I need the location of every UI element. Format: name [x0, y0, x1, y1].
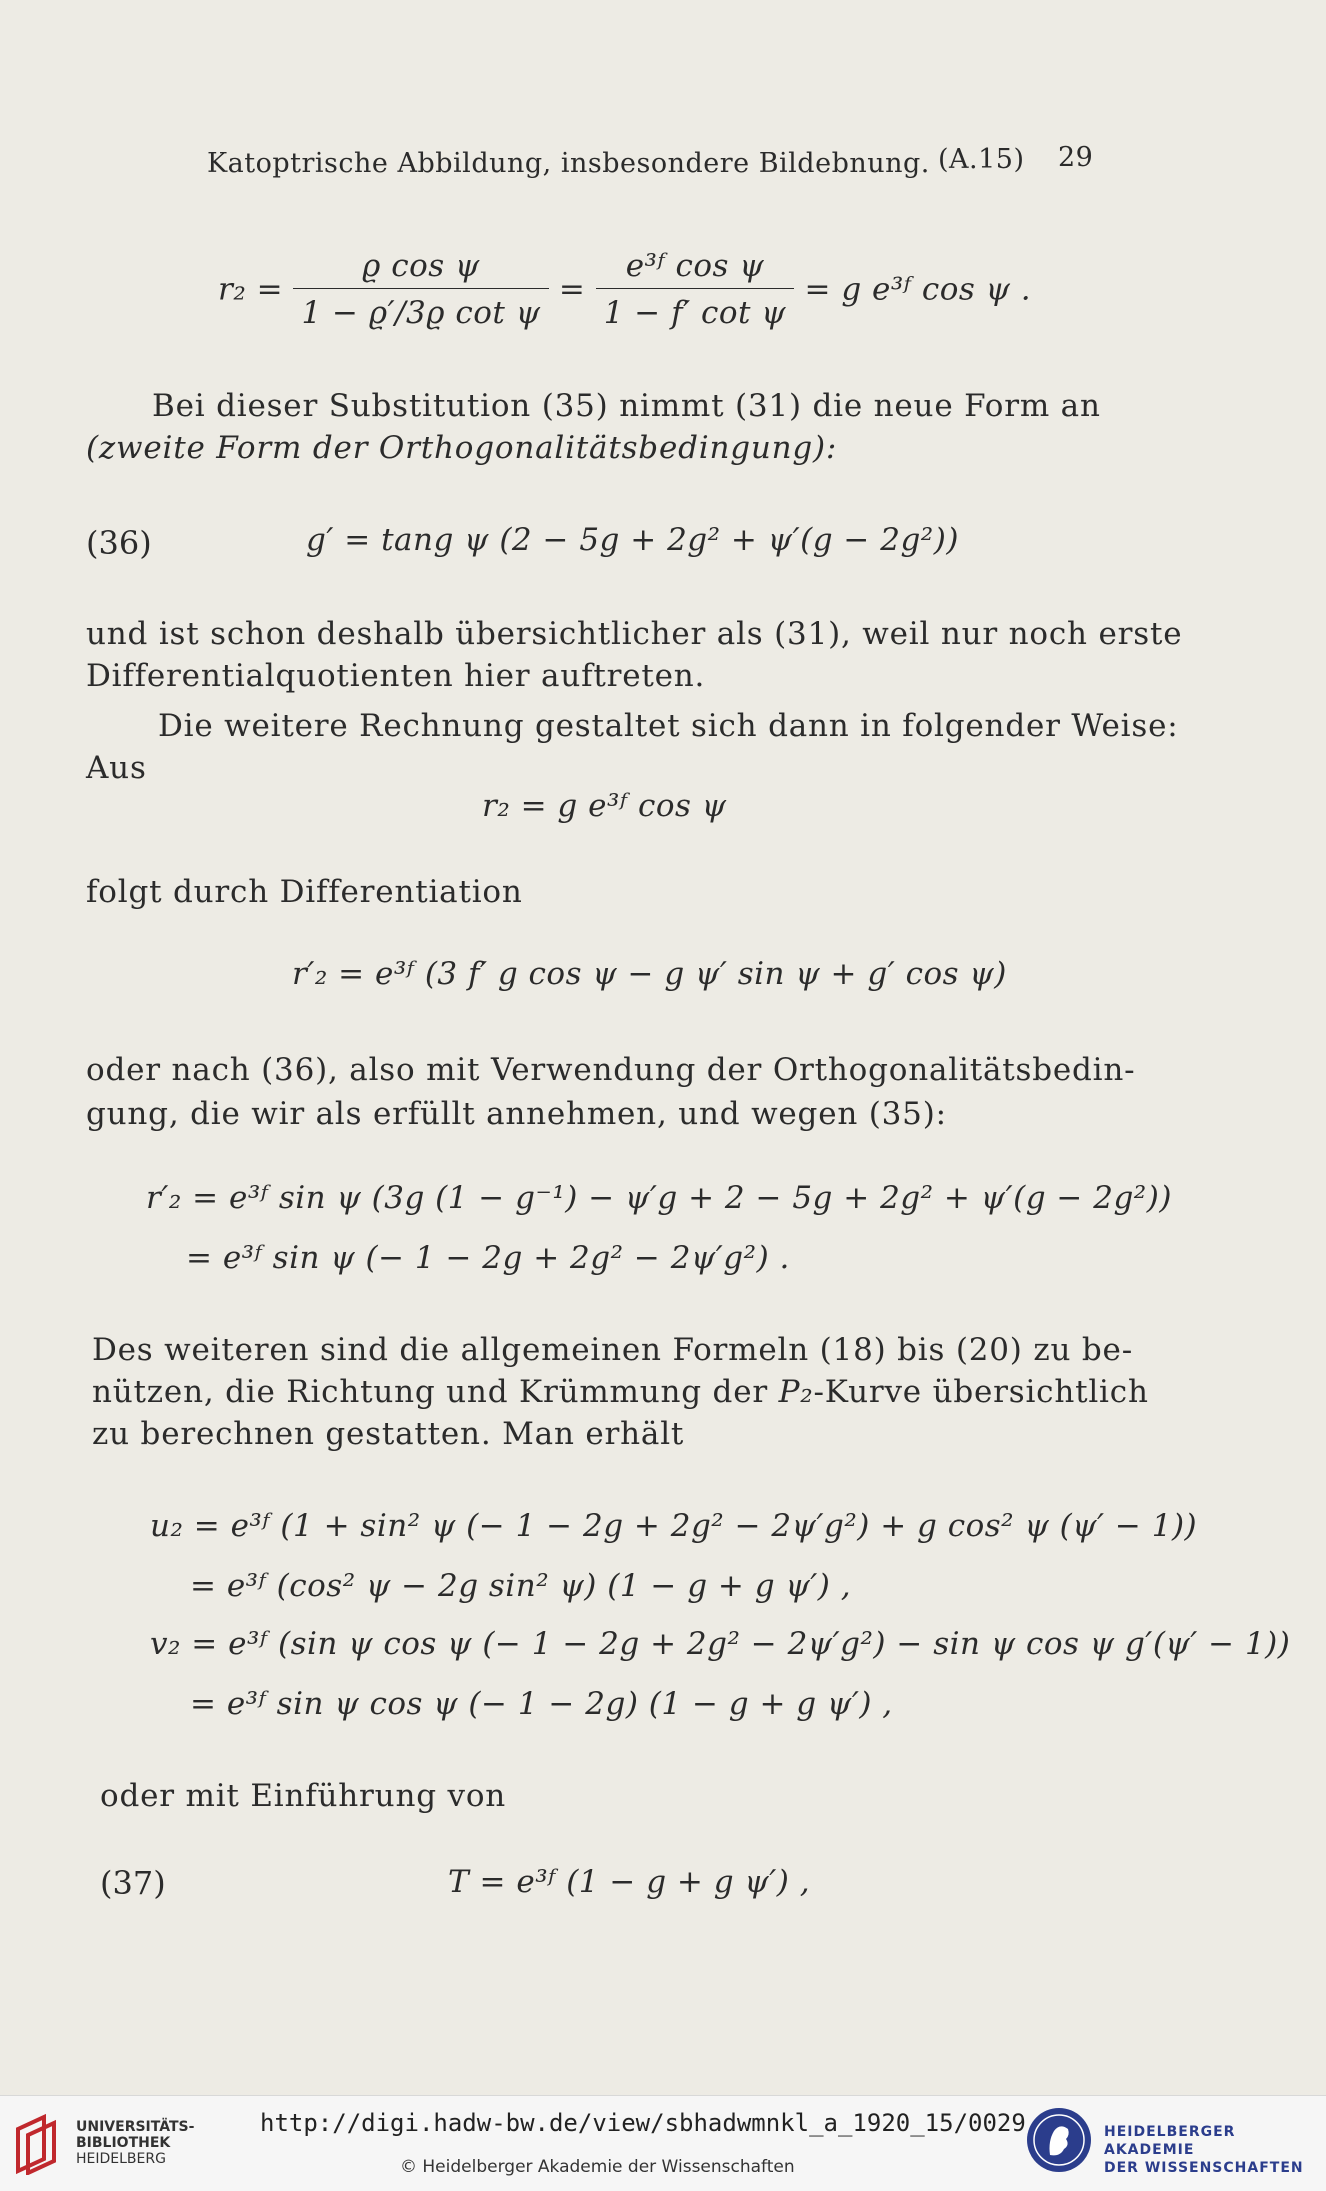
- academy-name-line-1: HEIDELBERGER AKADEMIE: [1104, 2124, 1236, 2158]
- equation-u2-line-1: u₂ = e³ᶠ (1 + sin² ψ (− 1 − 2g + 2g² − 2ψ′g²) + g cos² ψ (ψ′ − 1)): [150, 1508, 1198, 1544]
- paragraph-2-line-1: und ist schon deshalb übersichtlicher als (31), weil nur noch erste: [86, 616, 1183, 652]
- equation-r2-prime-line-1: r′₂ = e³ᶠ sin ψ (3g (1 − g⁻¹) − ψ′g + 2 − 5g + 2g² + ψ′(g − 2g²)): [146, 1180, 1172, 1216]
- fraction-2: [596, 248, 794, 331]
- eq-equals: =: [558, 271, 586, 308]
- library-name-line-3: HEIDELBERG: [76, 2151, 166, 2167]
- paragraph-7: oder mit Einführung von: [100, 1778, 507, 1814]
- equation-number-36: (36): [86, 524, 152, 562]
- paragraph-6-line-1: Des weiteren sind die allgemeinen Formeln (18) bis (20) zu be-: [92, 1332, 1133, 1368]
- equation-v2-line-2: = e³ᶠ sin ψ cos ψ (− 1 − 2g) (1 − g + g ψ′) ,: [190, 1686, 893, 1722]
- section-reference: (A.15): [938, 144, 1025, 175]
- equation-36: g′ = tang ψ (2 − 5g + 2g² + ψ′(g − 2g²)): [306, 522, 959, 558]
- equation-r2-prime-line-2: = e³ᶠ sin ψ (− 1 − 2g + 2g² − 2ψ′g²) .: [186, 1240, 790, 1276]
- equation-r2-simple: r₂ = g e³ᶠ cos ψ: [482, 788, 727, 824]
- curve-symbol: P₂: [778, 1374, 814, 1410]
- library-name-line-2: BIBLIOTHEK: [76, 2135, 171, 2151]
- paragraph-4: folgt durch Differentiation: [86, 874, 523, 910]
- paragraph-1-line-1: Bei dieser Substitution (35) nimmt (31) die neue Form an: [152, 388, 1101, 424]
- footer-bar: [0, 2095, 1326, 2191]
- fraction-1-denominator: 1 − ϱ′/3ϱ cot ψ: [301, 295, 541, 331]
- fraction-1: [293, 248, 548, 331]
- paragraph-6-text-a: nützen, die Richtung und Krümmung der: [92, 1374, 779, 1410]
- university-library-logo-icon: [14, 2113, 64, 2175]
- paragraph-6-line-3: zu berechnen gestatten. Man erhält: [92, 1416, 685, 1452]
- academy-name-line-2: DER WISSENSCHAFTEN: [1104, 2160, 1304, 2176]
- running-title: Katoptrische Abbildung, insbesondere Bildebnung.: [207, 148, 930, 179]
- equation-r2-fraction: [218, 248, 1031, 331]
- equation-u2-line-2: = e³ᶠ (cos² ψ − 2g sin² ψ) (1 − g + g ψ′) ,: [190, 1568, 852, 1604]
- paragraph-5-line-1: oder nach (36), also mit Verwendung der Orthogonalitätsbedin-: [86, 1052, 1136, 1088]
- fraction-1-numerator: ϱ cos ψ: [293, 248, 548, 289]
- academy-name: [1104, 2123, 1326, 2177]
- paragraph-2-line-2: Differentialquotienten hier auftreten.: [86, 658, 706, 694]
- equation-r2-prime: r′₂ = e³ᶠ (3 f′ g cos ψ − g ψ′ sin ψ + g′ cos ψ): [292, 956, 1007, 992]
- paragraph-3-line-1: Die weitere Rechnung gestaltet sich dann in folgender Weise:: [158, 708, 1179, 744]
- paragraph-3-line-2: Aus: [86, 750, 147, 786]
- eq-rhs: = g e³ᶠ cos ψ .: [804, 271, 1032, 308]
- page-number: 29: [1058, 142, 1094, 173]
- library-name: [76, 2119, 194, 2167]
- equation-37: T = e³ᶠ (1 − g + g ψ′) ,: [448, 1864, 811, 1900]
- fraction-2-denominator: 1 − f′ cot ψ: [603, 295, 787, 331]
- equation-v2-line-1: v₂ = e³ᶠ (sin ψ cos ψ (− 1 − 2g + 2g² − 2ψ′g²) − sin ψ cos ψ g′(ψ′ − 1)): [150, 1626, 1291, 1662]
- equation-number-37: (37): [100, 1864, 166, 1902]
- fraction-2-numerator: e³ᶠ cos ψ: [596, 248, 794, 289]
- library-name-line-1: UNIVERSITÄTS-: [76, 2119, 195, 2135]
- paragraph-6-line-2: [92, 1372, 1149, 1414]
- permalink-url[interactable]: http://digi.hadw-bw.de/view/sbhadwmnkl_a_1920_15/0029: [260, 2109, 1026, 2137]
- paragraph-5-line-2: gung, die wir als erfüllt annehmen, und wegen (35):: [86, 1096, 947, 1132]
- academy-seal-icon: [1024, 2105, 1094, 2175]
- paragraph-1-line-2: (zweite Form der Orthogonalitätsbedingung):: [86, 430, 838, 466]
- paragraph-6-text-b: -Kurve übersichtlich: [813, 1374, 1149, 1410]
- copyright-notice: © Heidelberger Akademie der Wissenschaften: [400, 2157, 795, 2177]
- eq-lhs: r₂ =: [218, 271, 284, 308]
